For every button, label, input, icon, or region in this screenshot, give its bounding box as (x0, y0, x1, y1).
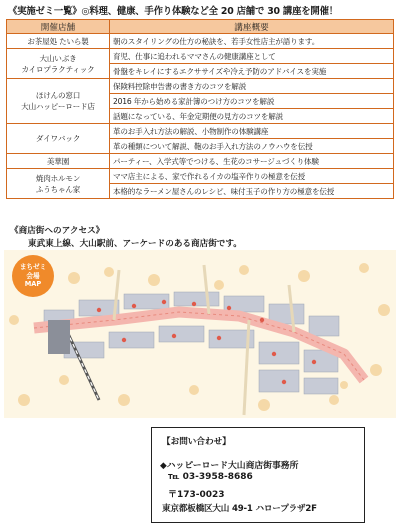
shop-name: 大山いぶき カイロプラクティック (7, 49, 110, 79)
shop-name: ほけんの窓口 大山ハッピーロード店 (7, 79, 110, 124)
course-item: 保険料控除申告書の書き方のコツを解説 (110, 79, 394, 94)
course-item: 朝のスタイリングの仕方の秘訣を、若手女性店主が語ります。 (110, 34, 394, 49)
shop-name: ダイワバック (7, 124, 110, 154)
station-building (48, 320, 70, 354)
course-table (6, 19, 394, 199)
table-header-row (7, 20, 394, 34)
course-item: 本格的なラーメン屋さんのレシピ、味付玉子の作り方の極意を伝授 (110, 184, 394, 199)
shopping-street-map (4, 250, 396, 418)
map-badge-line: まちゼミ (19, 263, 47, 271)
contact-box (151, 427, 365, 523)
table-row (7, 169, 394, 184)
page-heading: 《実施ゼミ一覧》◎料理、健康、手作り体験など全 20 店舗で 30 講座を開催！ (8, 6, 338, 17)
contact-phone: ℡ 03-3958-8686 (168, 472, 253, 482)
map-badge-line: 会場 (26, 271, 40, 280)
access-subtitle: 東武東上線、大山駅前、アーケードのある商店街です。 (28, 239, 242, 249)
contact-title: 【お問い合わせ】 (162, 437, 231, 447)
course-item: 骨盤をキレイにするエクササイズや冷え予防のアドバイスを実施 (110, 64, 394, 79)
table-row (7, 79, 394, 94)
contact-address: 東京都板橋区大山 49-1 ハロープラザ2F (162, 504, 317, 514)
header-shop: 開催店舗 (7, 20, 110, 34)
course-item: 革の種類について解説、鞄のお手入れ方法のノウハウを伝授 (110, 139, 394, 154)
course-item: 2016 年から始める家計簿のつけ方のコツを解説 (110, 94, 394, 109)
map-badge (12, 255, 54, 297)
shop-name: 美華園 (7, 154, 110, 169)
shop-name: お茶屋処 たいら製 (7, 34, 110, 49)
table-row (7, 49, 394, 64)
map-illustration (4, 250, 396, 418)
course-item: パーティー、入学式等でつける、生花のコサージュづくり体験 (110, 154, 394, 169)
course-item: ママ店主による、家で作れるイカの塩辛作りの極意を伝授 (110, 169, 394, 184)
contact-organization: ◆ハッピーロード大山商店街事務所 (160, 461, 299, 471)
table-row (7, 34, 394, 49)
contact-postal-code: 〒173-0023 (168, 490, 225, 500)
map-badge-line: MAP (24, 280, 42, 288)
shop-name: 焼肉ホルモン ふうちゃん家 (7, 169, 110, 199)
course-item: 育児、仕事に追われるママさんの健康講座として (110, 49, 394, 64)
course-item: 革のお手入れ方法の解説、小物制作の体験講座 (110, 124, 394, 139)
header-course: 講座概要 (110, 20, 394, 34)
course-item: 話題になっている、年金定期便の見方のコツを解説 (110, 109, 394, 124)
access-title: 《商店街へのアクセス》 (10, 226, 105, 236)
table-row (7, 124, 394, 139)
table-row (7, 154, 394, 169)
